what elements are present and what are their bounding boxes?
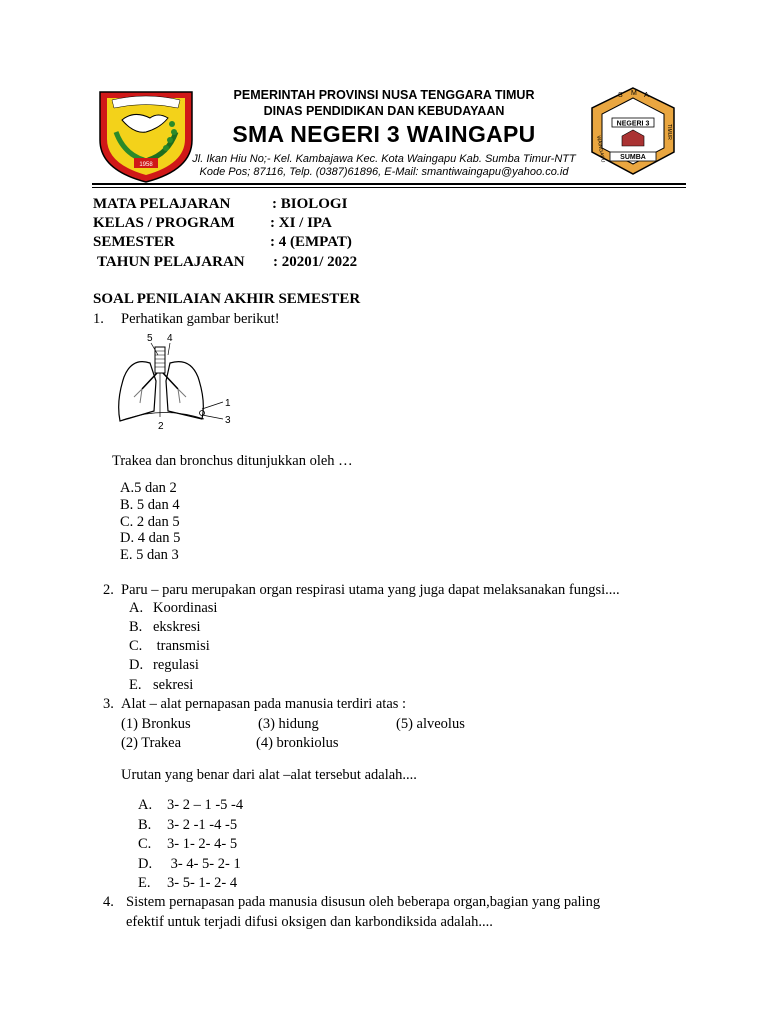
q3-item-5: (5) alveolus — [396, 716, 465, 732]
q2-option-d-letter: D. — [129, 657, 144, 673]
info-value-semester: : 4 (EMPAT) — [270, 234, 352, 250]
q3-option-d-text: 3- 4- 5- 2- 1 — [167, 856, 241, 872]
q1-stem: Trakea dan bronchus ditunjukkan oleh … — [112, 453, 353, 469]
diagram-label-5: 5 — [147, 333, 153, 344]
q3-item-3: (3) hidung — [258, 716, 319, 732]
q1-option-a: A.5 dan 2 — [120, 480, 177, 496]
svg-text:A: A — [644, 92, 649, 99]
q3-option-a-text: 3- 2 – 1 -5 -4 — [167, 797, 244, 813]
q2-option-a-letter: A. — [129, 600, 144, 616]
q2-option-a-text: Koordinasi — [153, 600, 218, 616]
svg-text:SUMBA: SUMBA — [620, 154, 646, 161]
svg-text:TIMUR: TIMUR — [666, 124, 672, 140]
q4-text-line2: efektif untuk terjadi difusi oksigen dan karbondiksida adalah.... — [126, 914, 493, 930]
q4-number: 4. — [103, 894, 114, 910]
q3-option-b-letter: B. — [138, 817, 152, 833]
info-value-class: : XI / IPA — [270, 215, 332, 231]
svg-text:1958: 1958 — [139, 162, 153, 168]
info-label-semester: SEMESTER — [93, 234, 175, 250]
info-label-class: KELAS / PROGRAM — [93, 215, 235, 231]
school-address: Jl. Ikan Hiu No;- Kel. Kambajawa Kec. Kota Waingapu Kab. Sumba Timur-NTT — [192, 153, 576, 165]
q3-option-a-letter: A. — [138, 797, 153, 813]
lung-diagram — [110, 331, 245, 431]
svg-text:S: S — [618, 92, 623, 99]
diagram-label-2: 2 — [158, 421, 164, 431]
q3-text: Alat – alat pernapasan pada manusia terdiri atas : — [121, 696, 407, 712]
info-value-year: : 20201/ 2022 — [273, 254, 358, 270]
svg-text:M: M — [631, 90, 637, 97]
header-divider-thin — [92, 187, 686, 188]
header-divider — [92, 183, 686, 185]
q2-option-c-text: transmisi — [153, 638, 210, 654]
q1-option-d: D. 4 dan 5 — [120, 530, 181, 546]
q1-option-c: C. 2 dan 5 — [120, 514, 180, 530]
svg-text:WAINGAPU: WAINGAPU — [595, 135, 606, 163]
q2-option-b-letter: B. — [129, 619, 143, 635]
q3-option-c-letter: C. — [138, 836, 152, 852]
q1-option-e: E. 5 dan 3 — [120, 547, 179, 563]
q3-stem: Urutan yang benar dari alat –alat tersebut adalah.... — [121, 767, 417, 783]
q2-number: 2. — [103, 582, 114, 598]
diagram-label-1: 1 — [225, 398, 231, 409]
diagram-label-4: 4 — [167, 333, 173, 344]
q4-text-line1: Sistem pernapasan pada manusia disusun oleh beberapa organ,bagian yang paling — [126, 894, 601, 910]
q1-text: Perhatikan gambar berikut! — [121, 311, 280, 327]
q2-option-b-text: ekskresi — [153, 619, 201, 635]
header-department-line: DINAS PENDIDIKAN DAN KEBUDAYAAN — [263, 104, 505, 118]
info-value-subject: : BIOLOGI — [272, 196, 348, 212]
q3-item-1: (1) Bronkus — [121, 716, 191, 732]
diagram-label-3: 3 — [225, 415, 231, 426]
info-label-subject: MATA PELAJARAN — [93, 196, 231, 212]
q1-option-b: B. 5 dan 4 — [120, 497, 180, 513]
q3-option-d-letter: D. — [138, 856, 153, 872]
section-title: SOAL PENILAIAN AKHIR SEMESTER — [93, 291, 361, 307]
q3-option-c-text: 3- 1- 2- 4- 5 — [167, 836, 238, 852]
q3-option-e-letter: E. — [138, 875, 151, 891]
svg-text:NEGERI 3: NEGERI 3 — [616, 120, 650, 128]
info-label-year: TAHUN PELAJARAN — [97, 254, 245, 270]
q3-option-b-text: 3- 2 -1 -4 -5 — [167, 817, 238, 833]
header-government-line: PEMERINTAH PROVINSI NUSA TENGGARA TIMUR — [233, 88, 535, 102]
q2-option-d-text: regulasi — [153, 657, 199, 673]
q3-option-e-text: 3- 5- 1- 2- 4 — [167, 875, 238, 891]
q2-option-e-text: sekresi — [153, 677, 194, 693]
school-contact: Kode Pos; 87116, Telp. (0387)61896, E-Mail: smantiwaingapu@yahoo.co.id — [199, 166, 569, 178]
school-name: SMA NEGERI 3 WAINGAPU — [232, 121, 536, 147]
q2-option-e-letter: E. — [129, 677, 142, 693]
q1-number: 1. — [93, 311, 104, 327]
q2-option-c-letter: C. — [129, 638, 143, 654]
q3-item-2: (2) Trakea — [121, 735, 182, 751]
q2-text: Paru – paru merupakan organ respirasi utama yang juga dapat melaksanakan fungsi.... — [121, 582, 620, 598]
q3-number: 3. — [103, 696, 114, 712]
q3-item-4: (4) bronkiolus — [256, 735, 339, 751]
